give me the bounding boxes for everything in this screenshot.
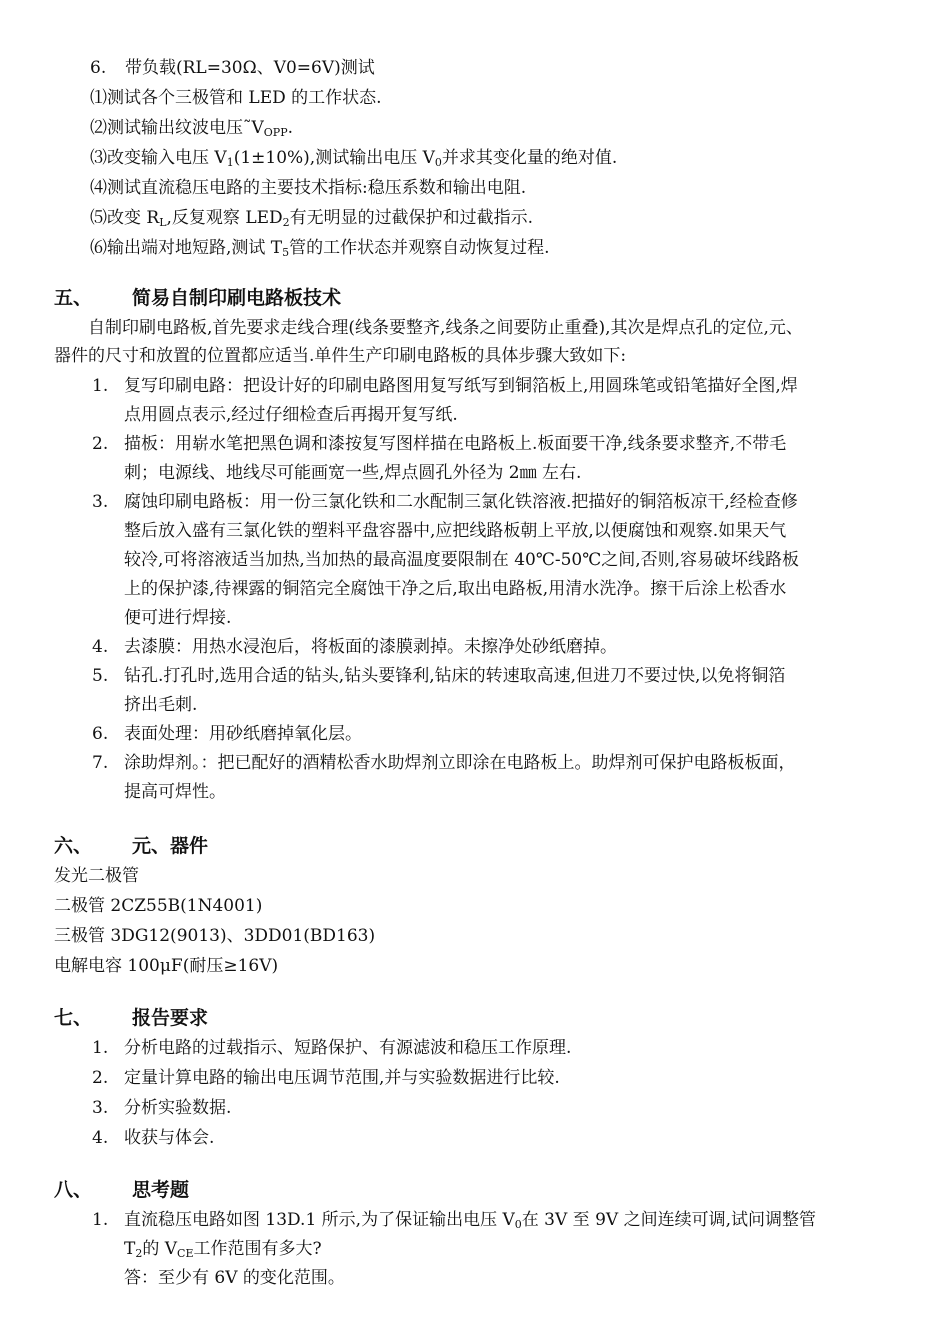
report-item: 定量计算电路的输出电压调节范围,并与实验数据进行比较.: [124, 1068, 560, 1088]
question-text: T: [124, 1239, 136, 1259]
step-1-line-1: 复写印刷电路：把设计好的印刷电路图用复写纸写到铜箔板上,用圆珠笔或铅笔描好全图,焊: [124, 376, 798, 396]
report-item-number: 3.: [92, 1098, 109, 1118]
question-number: 1.: [92, 1210, 109, 1230]
section-number: 七、: [54, 1007, 93, 1029]
step-7-line-2: 提高可焊性。: [124, 782, 226, 802]
test-item-text: ⑵测试输出纹波电压˜V: [90, 118, 264, 138]
step-3-line-5: 便可进行焊接.: [124, 608, 232, 628]
test-item-text: ⑶改变输入电压 V: [90, 148, 227, 168]
subscript: 2: [282, 216, 290, 229]
test-item-text: ⑴测试各个三极管和 LED 的工作状态.: [90, 88, 382, 108]
report-item: 收获与体会.: [124, 1128, 215, 1148]
step-2-line-1: 描板：用崭水笔把黑色调和漆按复写图样描在电路板上.板面要干净,线条要求整齐,不带毛: [124, 434, 787, 454]
subscript: L: [159, 216, 167, 229]
step-7-line-1: 涂助焊剂。：把已配好的酒精松香水助焊剂立即涂在电路板上。助焊剂可保护电路板板面，: [124, 753, 796, 773]
section-title: 简易自制印刷电路板技术: [132, 287, 342, 309]
pcb-intro-line-2: 器件的尺寸和放置的位置都应适当.单件生产印刷电路板的具体步骤大致如下:: [54, 346, 627, 366]
test-item-text: ⑹输出端对地短路,测试 T: [90, 238, 283, 258]
report-item-number: 4.: [92, 1128, 109, 1148]
test-heading-number: 6.: [90, 58, 107, 78]
step-6-line-1: 表面处理：用砂纸磨掉氧化层。: [124, 724, 362, 744]
section-number: 五、: [54, 287, 93, 309]
step-3-line-3: 较冷,可将溶液适当加热,当加热的最高温度要限制在 40℃-50℃之间,否则,容易破坏线路板: [124, 550, 800, 570]
subscript: OPP: [263, 126, 288, 139]
section-title: 思考题: [132, 1179, 190, 1201]
report-item-number: 1.: [92, 1038, 109, 1058]
step-number: 1.: [92, 376, 109, 396]
test-item-text: 并求其变化量的绝对值.: [441, 148, 618, 168]
subscript: 0: [434, 156, 442, 169]
test-item-text: 有无明显的过截保护和过截指示.: [289, 208, 534, 228]
question-text: 直流稳压电路如图 13D.1 所示,为了保证输出电压 V: [124, 1210, 515, 1230]
pcb-intro-line-1: 自制印刷电路板,首先要求走线合理(线条要整齐,线条之间要防止重叠),其次是焊点孔的定位,元、: [88, 318, 803, 338]
subscript: 5: [282, 246, 290, 259]
question-text: 的 V: [142, 1239, 178, 1259]
test-heading-title: 带负载(RL=30Ω、V0=6V)测试: [125, 58, 375, 78]
test-item-text: (1±10%),测试输出电压 V: [233, 148, 435, 168]
step-number: 7.: [92, 753, 109, 773]
step-number: 4.: [92, 637, 109, 657]
report-item-number: 2.: [92, 1068, 109, 1088]
component-item: 电解电容 100μF(耐压≥16V): [54, 956, 279, 976]
answer-text: 答：至少有 6V 的变化范围。: [124, 1268, 345, 1288]
section-title: 元、器件: [132, 835, 209, 857]
step-2-line-2: 刺；电源线、地线尽可能画宽一些,焊点圆孔外径为 2㎜ 左右.: [124, 463, 582, 483]
step-number: 6.: [92, 724, 109, 744]
report-item: 分析电路的过载指示、短路保护、有源滤波和稳压工作原理.: [124, 1038, 572, 1058]
test-item-text: ⑷测试直流稳压电路的主要技术指标:稳压系数和输出电阻.: [90, 178, 527, 198]
test-item-4: [90, 173, 526, 203]
step-3-line-4: 上的保护漆,待裸露的铜箔完全腐蚀干净之后,取出电路板,用清水洗净。擦干后涂上松香水: [124, 579, 787, 599]
test-item-1: [90, 83, 382, 113]
question-text: 工作范围有多大?: [193, 1239, 322, 1259]
step-3-line-2: 整后放入盛有三氯化铁的塑料平盘容器中,应把线路板朝上平放,以便腐蚀和观察.如果天气: [124, 521, 787, 541]
step-number: 5.: [92, 666, 109, 686]
component-item: 发光二极管: [54, 866, 139, 886]
test-item-text: ,反复观察 LED: [166, 208, 283, 228]
test-item-6: [90, 233, 550, 268]
step-number: 2.: [92, 434, 109, 454]
report-item: 分析实验数据.: [124, 1098, 232, 1118]
step-5-line-2: 挤出毛刺.: [124, 695, 198, 715]
step-number: 3.: [92, 492, 109, 512]
section-number: 六、: [54, 835, 93, 857]
test-item-text: ⑸改变 R: [90, 208, 160, 228]
section-title: 报告要求: [132, 1007, 209, 1029]
step-5-line-1: 钻孔.打孔时,选用合适的钻头,钻头要锋利,钻床的转速取高速,但进刀不要过快,以免将铜箔: [124, 666, 786, 686]
step-4-line-1: 去漆膜：用热水浸泡后，将板面的漆膜剥掉。未擦净处砂纸磨掉。: [124, 637, 617, 657]
component-item: 三极管 3DG12(9013)、3DD01(BD163): [54, 926, 376, 946]
subscript: CE: [177, 1247, 194, 1260]
subscript: 1: [226, 156, 234, 169]
subscript: 2: [135, 1247, 143, 1260]
test-item-text: 管的工作状态并观察自动恢复过程.: [289, 238, 550, 258]
step-1-line-2: 点用圆点表示,经过仔细检查后再揭开复写纸.: [124, 405, 458, 425]
subscript: 0: [514, 1218, 522, 1231]
component-item: 二极管 2CZ55B(1N4001): [54, 896, 263, 916]
step-3-line-1: 腐蚀印刷电路板：用一份三氯化铁和二水配制三氯化铁溶液.把描好的铜箔板凉干,经检查修: [124, 492, 798, 512]
question-text: 在 3V 至 9V 之间连续可调,试问调整管: [521, 1210, 816, 1230]
section-number: 八、: [54, 1179, 93, 1201]
test-item-text: .: [287, 118, 294, 138]
